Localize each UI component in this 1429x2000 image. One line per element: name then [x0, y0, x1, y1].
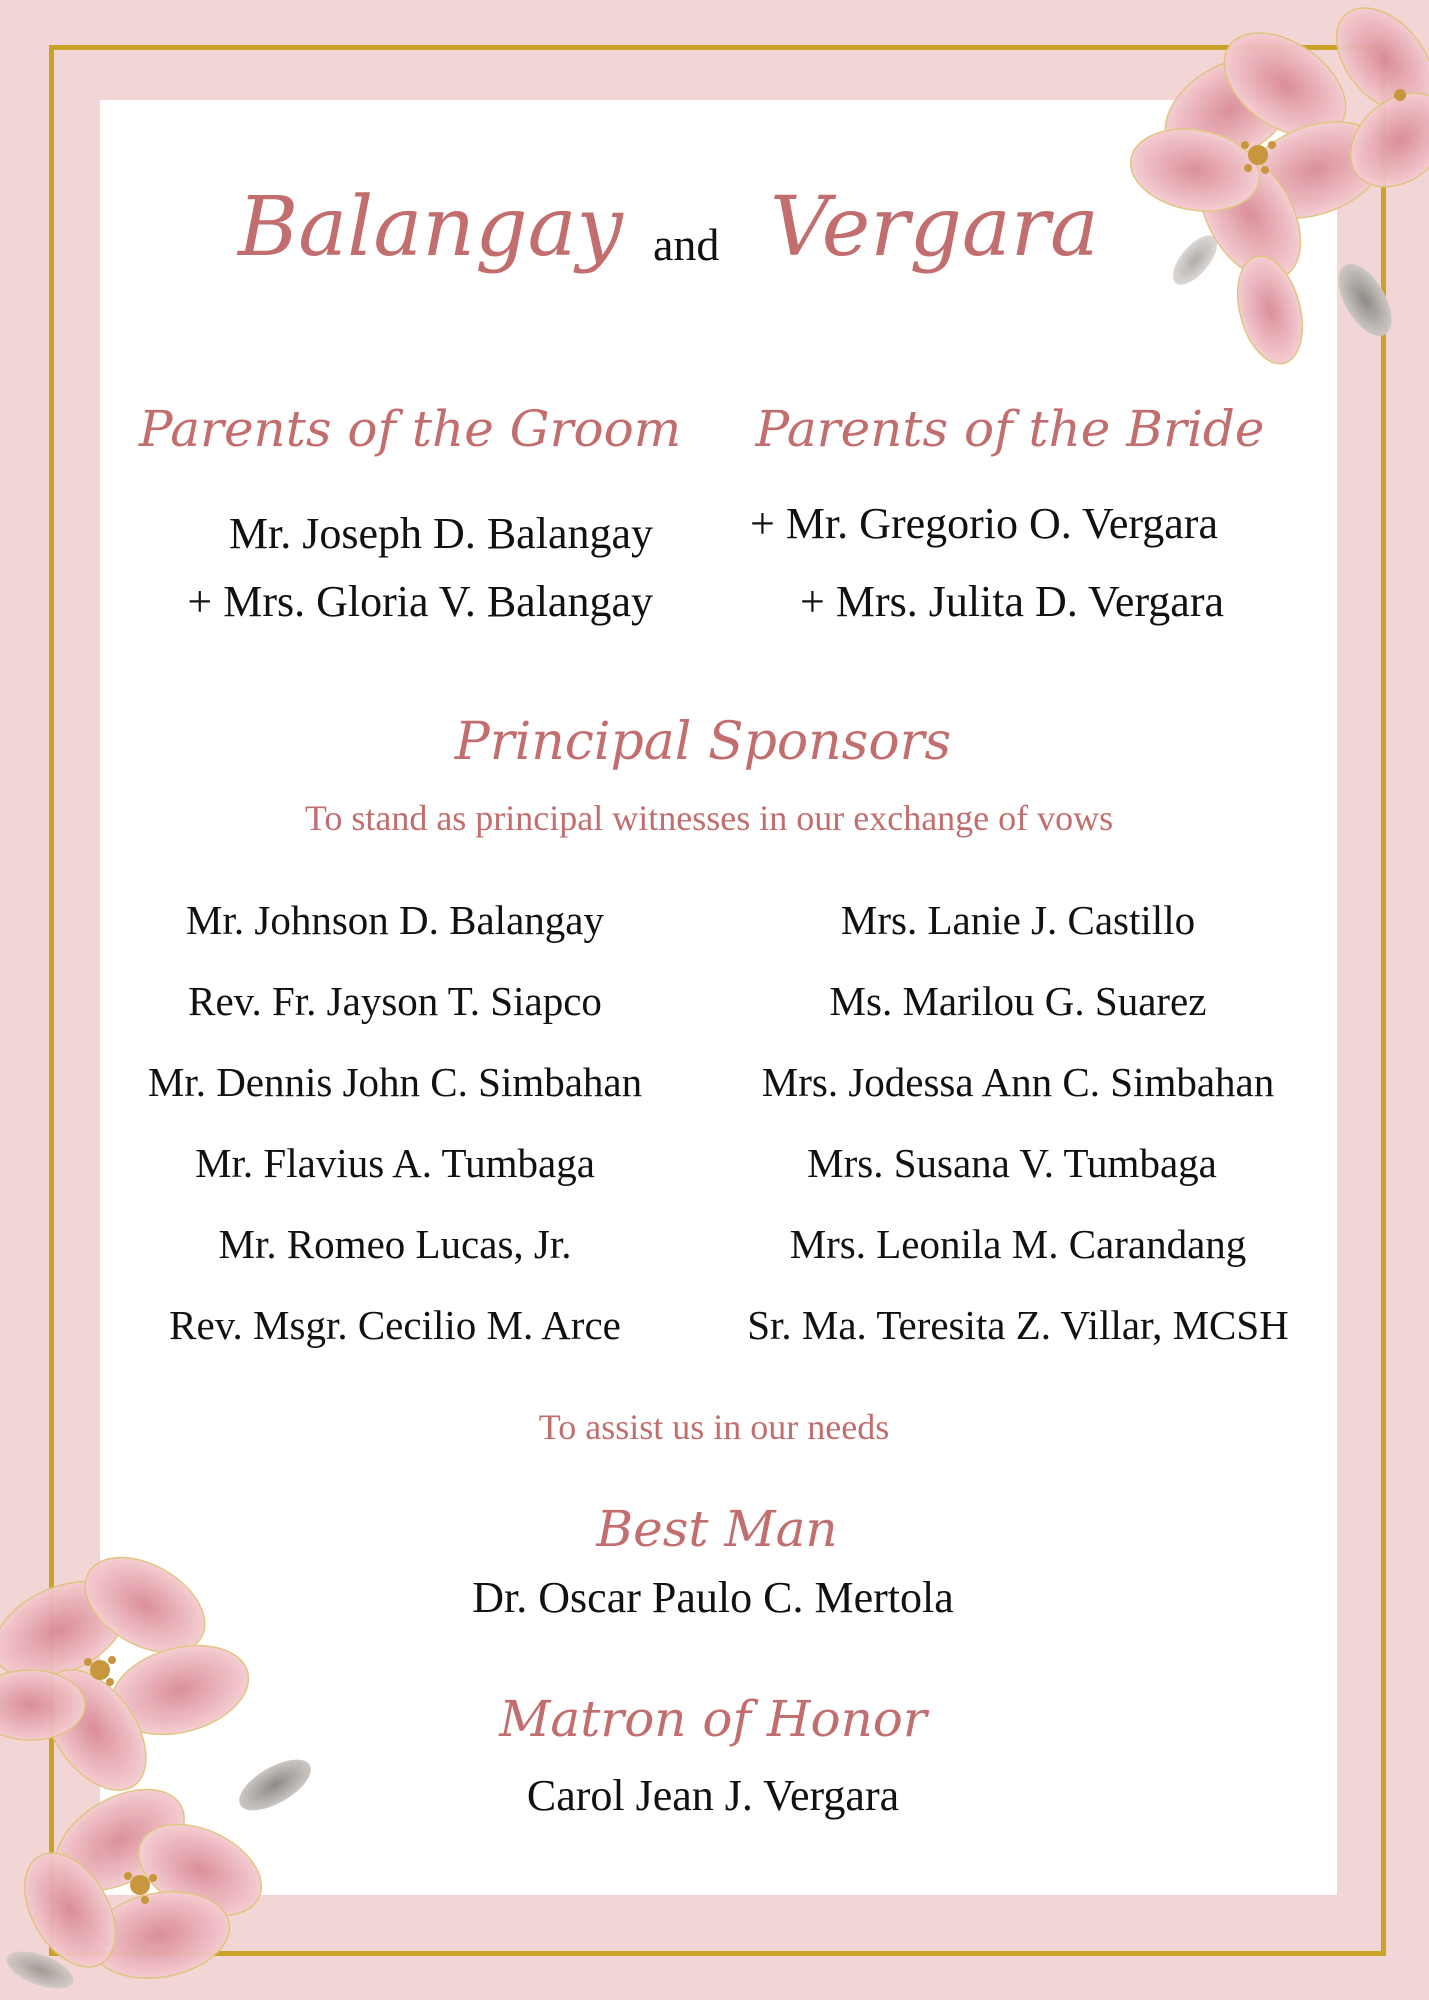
sponsor-right-item: Mrs. Susana V. Tumbaga	[807, 1140, 1217, 1186]
secondary-sponsors-subtitle: To assist us in our needs	[538, 1407, 890, 1447]
sponsor-left-item: Rev. Fr. Jayson T. Siapco	[188, 978, 602, 1024]
sponsor-left-item: Rev. Msgr. Cecilio M. Arce	[169, 1302, 621, 1348]
groom-family-name: Balangay	[238, 180, 623, 275]
groom-parents-heading: Parents of the Groom	[138, 400, 682, 458]
flower-top-right-icon	[1100, 0, 1429, 400]
matron-name: Carol Jean J. Vergara	[526, 1771, 900, 1820]
groom-parent-1: Mr. Joseph D. Balangay	[228, 509, 653, 558]
sponsor-left-item: Mr. Dennis John C. Simbahan	[147, 1059, 643, 1105]
bride-parent-2: + Mrs. Julita D. Vergara	[800, 577, 1225, 626]
flower-bottom-left-icon	[0, 1540, 330, 2000]
bride-parents-heading: Parents of the Bride	[755, 400, 1265, 458]
best-man-heading: Best Man	[596, 1500, 838, 1558]
sponsor-left-item: Mr. Flavius A. Tumbaga	[195, 1140, 595, 1186]
best-man-name: Dr. Oscar Paulo C. Mertola	[472, 1573, 954, 1622]
sponsor-right-item: Mrs. Leonila M. Carandang	[789, 1221, 1247, 1267]
bride-parent-1: + Mr. Gregorio O. Vergara	[750, 499, 1218, 548]
groom-parent-2: + Mrs. Gloria V. Balangay	[187, 577, 653, 626]
sponsor-right-item: Ms. Marilou G. Suarez	[829, 978, 1207, 1024]
matron-heading: Matron of Honor	[499, 1690, 927, 1748]
principal-sponsors-heading: Principal Sponsors	[454, 712, 952, 772]
sponsor-left-item: Mr. Romeo Lucas, Jr.	[218, 1221, 572, 1267]
principal-sponsors-subtitle: To stand as principal witnesses in our exchange of vows	[304, 798, 1114, 838]
sponsor-left-item: Mr. Johnson D. Balangay	[186, 897, 604, 943]
sponsor-right-item: Mrs. Lanie J. Castillo	[840, 897, 1196, 943]
sponsor-right-item: Mrs. Jodessa Ann C. Simbahan	[761, 1059, 1275, 1105]
conjunction-and: and	[653, 219, 720, 270]
bride-family-name: Vergara	[770, 180, 1099, 275]
sponsor-right-item: Sr. Ma. Teresita Z. Villar, MCSH	[747, 1302, 1289, 1348]
